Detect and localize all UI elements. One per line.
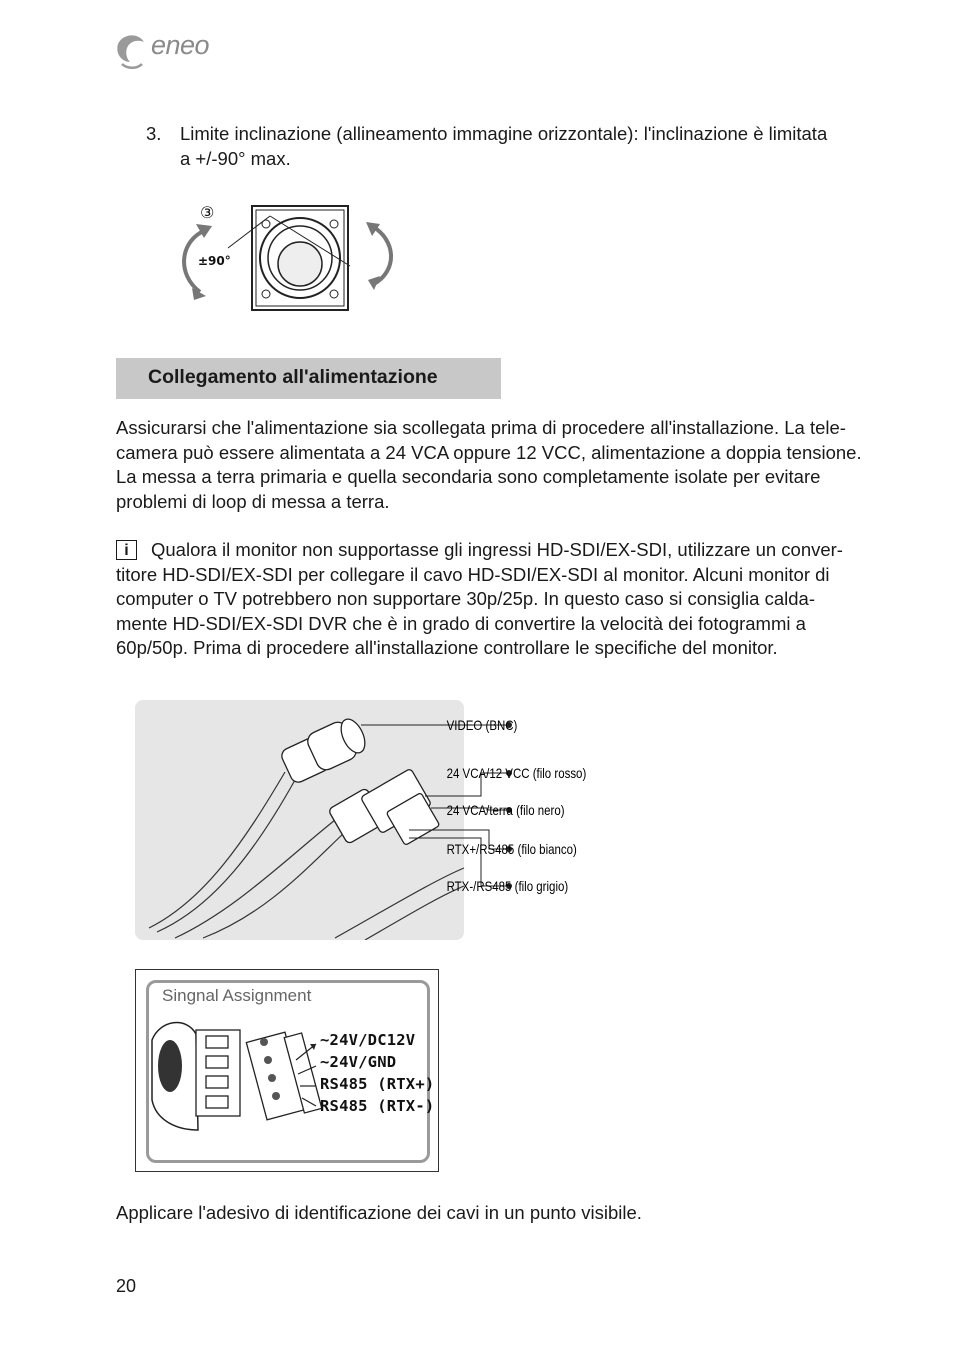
pin-label: ~24V/DC12V <box>320 1031 416 1049</box>
terminal-block-illustration <box>146 980 430 1163</box>
footer-instruction: Applicare l'adesivo di identificazione dei cavi in un punto visibile. <box>116 1202 642 1223</box>
angle-label: ±90° <box>198 254 231 268</box>
intro-line: La messa a terra primaria e quella secondaria sono completamente isolate per evitare <box>116 466 821 487</box>
intro-paragraph <box>116 416 886 514</box>
note-line: mente HD-SDI/EX-SDI DVR che è in grado di convertire la velocità dei fotogrammi a <box>116 612 806 634</box>
pin-label: RS485 (RTX+) <box>320 1075 435 1093</box>
info-note <box>116 538 886 661</box>
pin-label: RS485 (RTX-) <box>320 1097 435 1115</box>
note-line: Qualora il monitor non supportasse gli ingressi HD-SDI/EX-SDI, utilizzare un conver- <box>151 539 843 560</box>
tilt-figure <box>170 196 410 320</box>
cable-label-video: VIDEO (BNC) <box>446 716 518 734</box>
note-line: computer o TV potrebbero non supportare 30p/25p. In questo caso si consiglia calda- <box>116 588 815 609</box>
section-title: Collegamento all'alimentazione <box>148 366 438 388</box>
step-line: Limite inclinazione (allineamento immagine orizzontale): l'inclinazione è limitata <box>180 123 828 144</box>
intro-line: problemi di loop di messa a terra. <box>116 490 390 512</box>
step-line: a +/-90° max. <box>180 148 291 169</box>
cable-label-gnd: 24 VCA/terra (filo nero) <box>446 801 565 819</box>
info-icon: i <box>116 540 137 560</box>
cable-label-rtx-plus: RTX+/RS485 (filo bianco) <box>446 840 577 858</box>
cable-label-rtx-minus: RTX-/RS485 (filo grigio) <box>446 877 569 895</box>
note-line: 60p/50p. Prima di procedere all'installazione controllare le specifiche del monitor. <box>116 637 778 658</box>
logo-wordmark: eneo <box>151 30 210 60</box>
step-text <box>180 121 880 171</box>
step-number: 3. <box>146 123 162 144</box>
cable-diagram <box>135 700 695 940</box>
page-number: 20 <box>116 1276 137 1296</box>
pin-label: ~24V/GND <box>320 1053 397 1071</box>
note-line: titore HD-SDI/EX-SDI per collegare il cavo HD-SDI/EX-SDI al monitor. Alcuni monitor di <box>116 563 830 585</box>
cable-label-24v: 24 VCA/12 VCC (filo rosso) <box>446 764 587 782</box>
signal-assignment-title: Singnal Assignment <box>162 986 312 1005</box>
intro-line: camera può essere alimentata a 24 VCA oppure 12 VCC, alimentazione a doppia tensione. <box>116 441 862 463</box>
intro-line: Assicurarsi che l'alimentazione sia scollegata prima di procedere all'installazione. La tele- <box>116 417 846 438</box>
callout-3: ③ <box>200 203 215 222</box>
